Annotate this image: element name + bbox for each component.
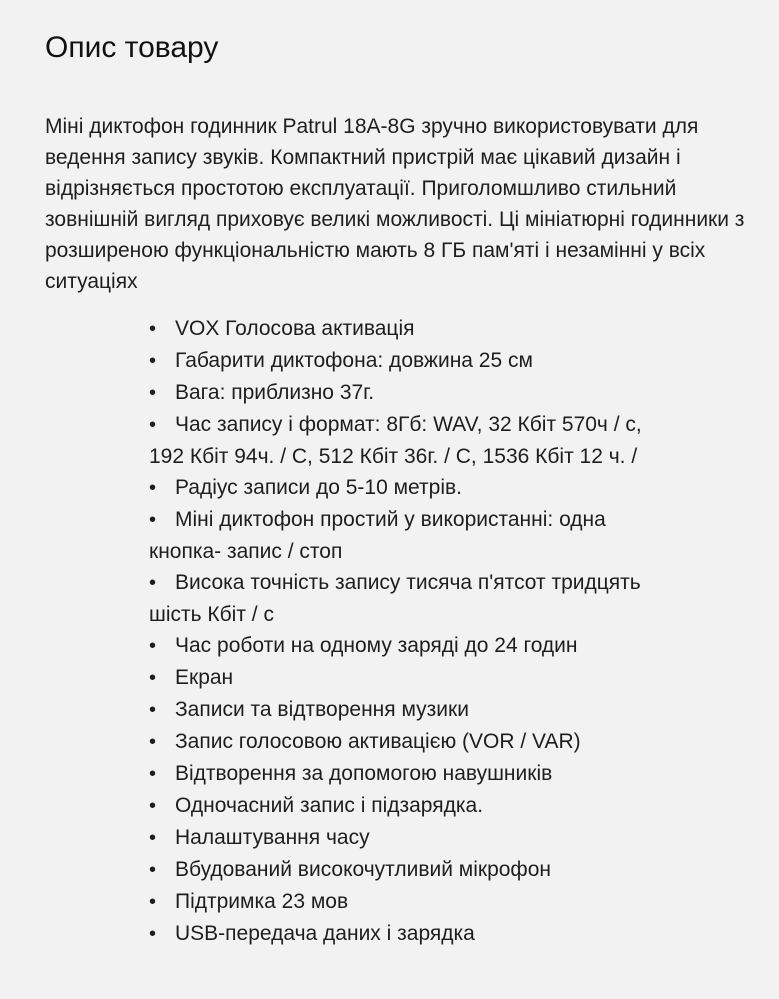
bullet-icon: • (149, 635, 157, 657)
bullet-icon: • (149, 795, 157, 817)
feature-item (149, 886, 669, 918)
bullet-icon: • (149, 859, 157, 881)
feature-text: Габарити диктофона: довжина 25 см (175, 349, 533, 372)
bullet-icon: • (149, 477, 157, 499)
feature-item (149, 567, 669, 630)
bullet-icon: • (149, 667, 157, 689)
bullet-icon: • (149, 699, 157, 721)
feature-item (149, 822, 669, 854)
bullet-icon: • (149, 923, 157, 945)
bullet-icon: • (149, 414, 157, 436)
feature-text: Вбудований високочутливий мікрофон (175, 858, 551, 881)
feature-text: VOX Голосова активація (175, 317, 415, 340)
feature-text: Висока точність запису тисяча п'ятсот тридцять шість Кбіт / с (149, 571, 641, 626)
feature-item (149, 758, 669, 790)
feature-text: Час запису і формат: 8Гб: WAV, 32 Кбіт 570ч / с, 192 Кбіт 94ч. / С, 512 Кбіт 36г. / С, 1536 Кбіт 12 ч. / (149, 413, 642, 468)
feature-item (149, 504, 669, 567)
feature-item (149, 377, 669, 409)
feature-item (149, 472, 669, 504)
feature-item (149, 409, 669, 472)
feature-text: Вага: приблизно 37г. (175, 381, 375, 404)
bullet-icon: • (149, 382, 157, 404)
feature-item (149, 345, 669, 377)
bullet-icon: • (149, 731, 157, 753)
feature-text: Запис голосовою активацією (VOR / VAR) (175, 730, 581, 753)
feature-text: Записи та відтворення музики (175, 698, 469, 721)
feature-text: Підтримка 23 мов (175, 890, 349, 913)
bullet-icon: • (149, 318, 157, 340)
bullet-icon: • (149, 891, 157, 913)
bullet-icon: • (149, 350, 157, 372)
feature-item (149, 790, 669, 822)
feature-text: Налаштування часу (175, 826, 370, 849)
features-list (45, 313, 759, 950)
feature-text: Екран (175, 666, 234, 689)
section-title: Опис товару (45, 31, 219, 64)
feature-text: Міні диктофон простий у використанні: одна кнопка- запис / стоп (149, 508, 606, 563)
feature-item (149, 694, 669, 726)
feature-text: Радіус записи до 5-10 метрів. (175, 476, 462, 499)
bullet-icon: • (149, 763, 157, 785)
feature-item (149, 630, 669, 662)
feature-text: USB-передача даних і зарядка (175, 922, 475, 945)
feature-item (149, 726, 669, 758)
bullet-icon: • (149, 509, 157, 531)
feature-item (149, 662, 669, 694)
bullet-icon: • (149, 827, 157, 849)
feature-text: Одночасний запис і підзарядка. (175, 794, 484, 817)
feature-item (149, 918, 669, 950)
feature-text: Відтворення за допомогою навушників (175, 762, 553, 785)
feature-item (149, 854, 669, 886)
bullet-icon: • (149, 572, 157, 594)
feature-item (149, 313, 669, 345)
feature-text: Час роботи на одному заряді до 24 годин (175, 634, 578, 657)
description-paragraph: Міні диктофон годинник Patrul 18A-8G зручно використовувати для ведення запису звуків. Компактний пристрій має цікавий дизайн і відрізняється простотою експлуатації. Приголомшливо стильний зовнішній вигляд приховує великі можливості. Ці мініатюрні годинники з розширеною функціональністю мають 8 ГБ пам'яті і незамінні у всіх ситуаціях (45, 115, 745, 293)
